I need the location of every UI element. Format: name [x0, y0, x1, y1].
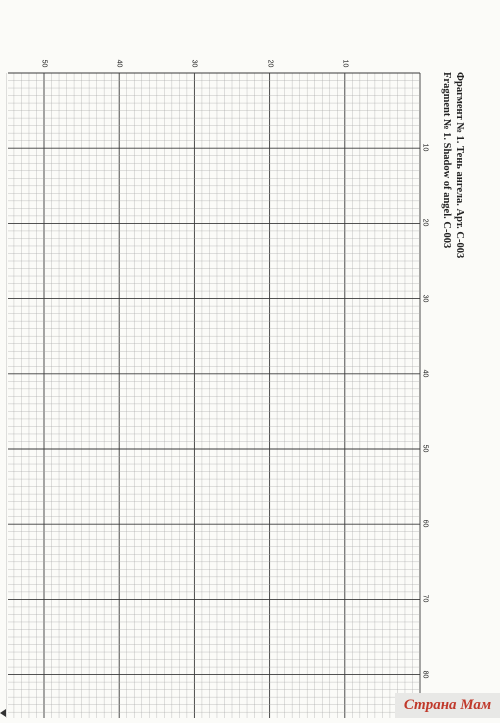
side-scale-number: 70: [421, 594, 429, 603]
side-scale-number: 60: [421, 519, 429, 528]
top-scale-number: 30: [190, 59, 198, 68]
chart-title-russian: Фрагмент № 1. Тень ангела. Арт. С-003: [454, 72, 465, 259]
top-scale-number: 40: [115, 59, 123, 68]
side-scale-number: 80: [421, 670, 429, 678]
side-scale-number: 40: [421, 369, 429, 378]
top-scale-number: 50: [40, 59, 48, 68]
center-marker-arrow-icon: [0, 709, 6, 717]
top-scale-number: 10: [341, 59, 349, 68]
site-watermark: Страна Мам: [395, 693, 500, 718]
side-scale-number: 10: [421, 143, 429, 152]
side-scale-number: 30: [421, 294, 429, 302]
side-scale-number: 50: [421, 444, 429, 453]
chart-title-english: Fragment № 1. Shadow of angel. C-003: [441, 72, 452, 249]
side-scale-number: 20: [421, 218, 429, 227]
top-scale-number: 20: [265, 59, 273, 68]
